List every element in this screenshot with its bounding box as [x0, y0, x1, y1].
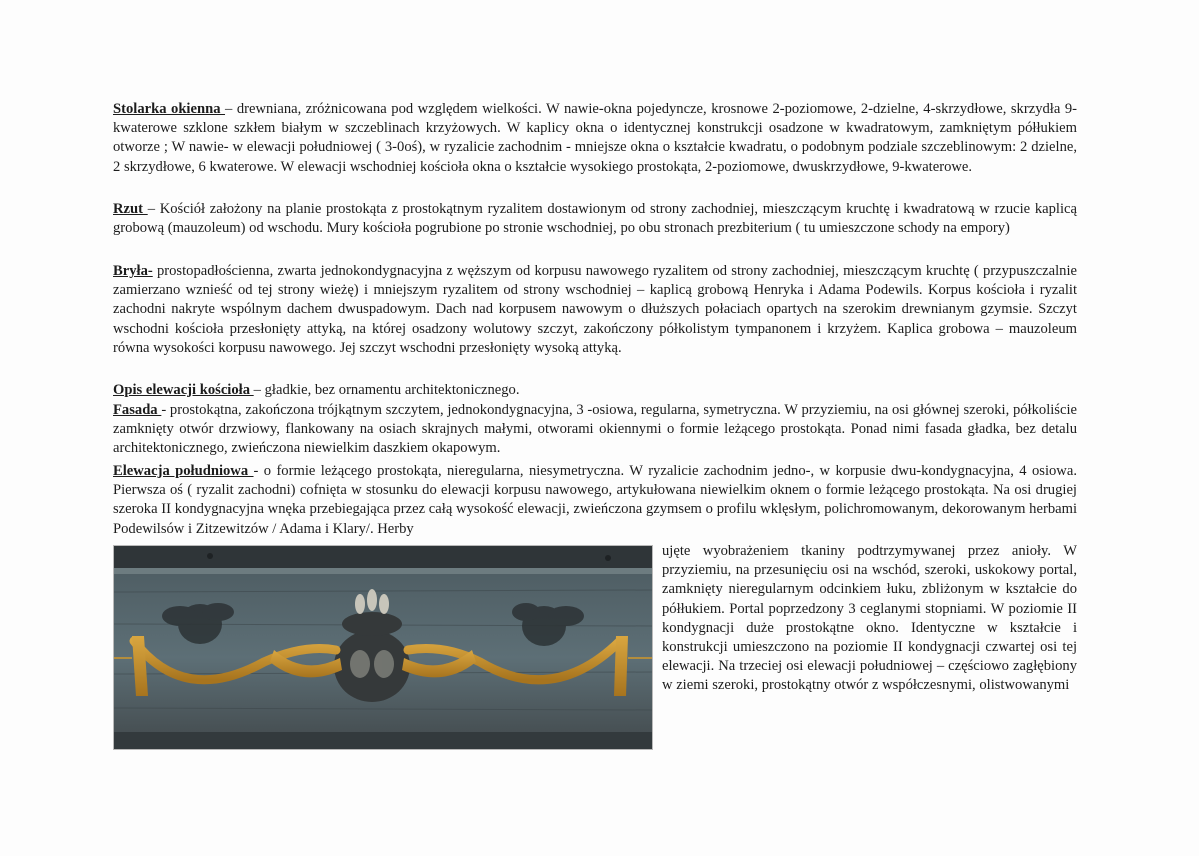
- section-heading: Bryła-: [113, 263, 153, 279]
- paragraph-text: – gładkie, bez ornamentu architektonicznego.: [253, 382, 520, 398]
- paragraph-text: - prostokątna, zakończona trójkątnym szczytem, jednokondygnacyjna, 3 -osiowa, regularna, symetryczna. W przyziemiu, na osi głównej szeroki, półkoliście zamknięty otwór drzwiowy, flankowany na osiach skrajnych małymi, otworami okiennymi o formie leżącego prostokąta. Ponad nimi fasada gładka, bez detalu architektonicznego, zwieńczona niewielkim daszkiem okapowym.: [113, 402, 1077, 457]
- right-column-text: ujęte wyobrażeniem tkaniny podtrzymywanej przez anioły. W przyziemiu, na przesunięciu osi na wschód, szeroki, uskokowy portal, zamknięty nieregularnym odcinkiem łuku, zbliżonym w kształcie do półłukiem. Portal poprzedzony 3 ceglanymi stopniami. W poziomie II kondygnacji duże prostokątne okno. Identyczne w kształcie i konstrukcji umieszczono na poziomie II kondygnacji czwartej osi tej elewacji. Na trzeciej osi elewacji południowej – częściowo zagłębiony w ziemi szeroki, prostokątny otwór z współczesnymi, olistwowanymi: [662, 543, 1077, 694]
- paragraph-text: – Kościół założony na planie prostokąta z prostokątnym ryzalitem dostawionym od strony zachodniej, mieszczącym kruchtę i kwadratową w rzucie kaplicą grobową (mauzoleum) od wschodu. Mury kościoła pogrubione po stronie wschodniej, po obu stronach prezbiterium ( tu umieszczone schody na empory): [113, 201, 1077, 237]
- paragraph-rzut: [113, 200, 1077, 238]
- section-heading: Opis elewacji kościoła: [113, 382, 254, 398]
- section-heading: Elewacja południowa: [113, 463, 254, 479]
- paragraph-opis-elewacji: [113, 381, 1077, 400]
- section-heading: Stolarka okienna: [113, 101, 226, 117]
- paragraph-text: prostopadłościenna, zwarta jednokondygnacyjna z węższym od korpusu nawowego ryzalitem od strony zachodniej, mieszczącym kruchtę ( przypuszczalnie zamierzano wznieść od tej strony wieżę) i mniejszym ryzalitem od strony wschodniej – kaplicą grobową Henryka i Adama Podewils. Korpus kościoła i ryzalit zachodni nakryte wspólnym dachem dwuspadowym. Dach nad korpusem nawowym o dłuższych połaciach opartych na szerokim drewnianym gzymsie. Szczyt wschodni kościoła przesłonięty attyką, na której osadzony wolutowy szczyt, zakończony półkolistym tympanonem i krzyżem. Kaplica grobowa – mauzoleum równa wysokości korpusu nawowego. Jej szczyt wschodni przesłonięty wysoką attyką.: [113, 263, 1077, 356]
- section-heading: Fasada: [113, 402, 162, 418]
- paragraph-fasada: [113, 401, 1077, 459]
- paragraph-text: – drewniana, zróżnicowana pod względem wielkości. W nawie-okna pojedyncze, krosnowe 2-poziomowe, 2-dzielne, 4-skrzydłowe, skrzydła 9-kwaterowe szklone szkłem białym w szczeblinach krzyżowych. W kaplicy okna o identycznej konstrukcji osadzone w kwadratowym, zamkniętym półłukiem otworze ; W nawie- w elewacji południowej ( 3-0oś), w ryzalicie zachodnim - mniejsze okna o kształcie kwadratu, o podobnym podziale szczeblinowym: 2 dzielne, 2 skrzydłowe, 6 kwaterowe. W elewacji wschodniej kościoła okna o kształcie wysokiego prostokąta, 2-poziomowe, dwuskrzydłowe, 9-kwaterowe.: [113, 101, 1077, 175]
- painted-cornice-image: [114, 546, 652, 749]
- section-heading: Rzut: [113, 201, 148, 217]
- paragraph-elewacja-poludniowa: [113, 462, 1077, 539]
- paragraph-stolarka-okienna: [113, 100, 1077, 177]
- paragraph-text: - o formie leżącego prostokąta, nieregularna, niesymetryczna. W ryzalicie zachodnim jedno-, w korpusie dwu-kondygnacyjna, 4 osiowa. Pierwsza oś ( ryzalit zachodni) cofnięta w stosunku do elewacji korpusu nawowego, artykułowana niewielkim oknem o formie leżącego prostokąta. Na osi drugiej szeroka II kondygnacyjna wnęka przebiegająca przez całą wysokość elewacji, zwieńczona gzymsem o profilu wklęsłym, polichromowanym, dekorowanym herbami Podewilsów i Zitzewitzów / Adama i Klary/. Herby: [113, 463, 1077, 537]
- photo-painted-cornice: [113, 545, 653, 750]
- paragraph-bryla: [113, 262, 1077, 358]
